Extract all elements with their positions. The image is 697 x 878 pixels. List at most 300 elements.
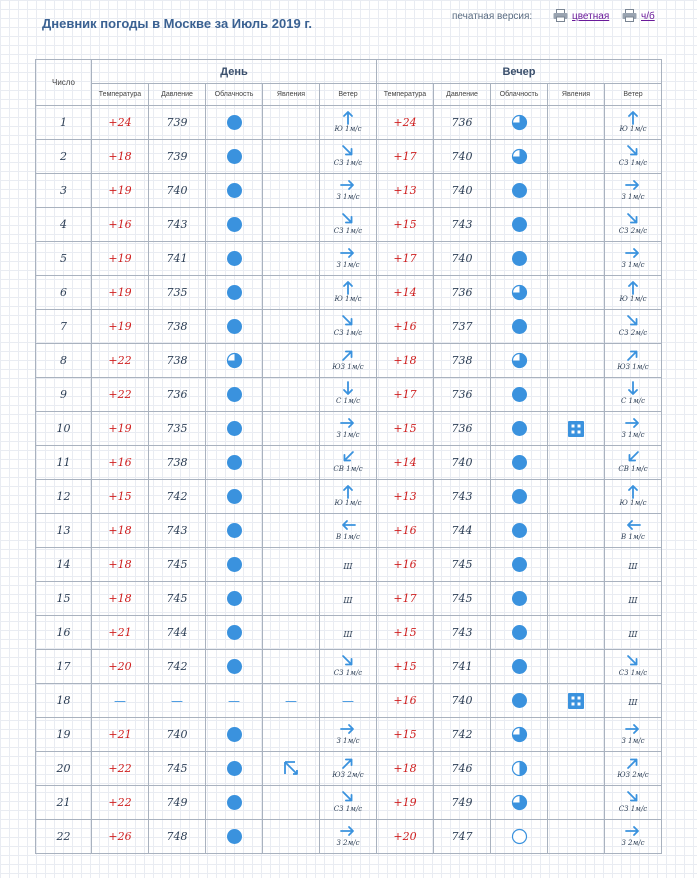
- header-day-pressure: Давление: [149, 84, 206, 106]
- wind-text: З 1м/с: [621, 193, 645, 201]
- wind-calm: Ш: [343, 561, 353, 571]
- wind-indicator: [336, 517, 360, 541]
- evening-cloudiness-cell: [491, 344, 548, 378]
- day-phenomena-cell: [263, 242, 320, 276]
- day-pressure-cell: 749: [149, 786, 206, 820]
- header-evening-temperature: Температура: [377, 84, 434, 106]
- wind-text: СЗ 1м/с: [618, 159, 648, 167]
- day-wind-cell: [320, 276, 377, 310]
- table-row: [36, 480, 662, 514]
- wind-indicator: [621, 245, 644, 269]
- evening-temperature-cell: +13: [377, 174, 434, 208]
- missing-phenomena: —: [285, 693, 297, 708]
- day-pressure-cell: 743: [149, 208, 206, 242]
- day-pressure-cell: 745: [149, 752, 206, 786]
- evening-cloudiness-cell: [491, 208, 548, 242]
- day-cell: 22: [36, 820, 92, 854]
- day-cell: 8: [36, 344, 92, 378]
- wind-indicator: [332, 755, 363, 779]
- day-wind-cell: [320, 344, 377, 378]
- evening-temperature-cell: +17: [377, 582, 434, 616]
- day-phenomena-cell: [263, 514, 320, 548]
- wind-indicator: [619, 143, 647, 167]
- day-phenomena-cell: [263, 412, 320, 446]
- wind-text: З 2м/с: [336, 839, 360, 847]
- wind-text: З 1м/с: [336, 431, 360, 439]
- evening-cloudiness-cell: [491, 582, 548, 616]
- cloudiness-overcast-icon: [511, 556, 528, 573]
- day-wind-cell: [320, 684, 377, 718]
- evening-phenomena-cell: [548, 242, 605, 276]
- table-row: [36, 140, 662, 174]
- header-evening-cloudiness: Облачность: [491, 84, 548, 106]
- day-wind-cell: [320, 174, 377, 208]
- day-phenomena-cell: [263, 106, 320, 140]
- day-temperature-cell: +19: [92, 242, 149, 276]
- day-cloudiness-cell: [206, 378, 263, 412]
- evening-cloudiness-cell: [491, 106, 548, 140]
- day-wind-cell: [320, 446, 377, 480]
- wind-text: З 1м/с: [621, 261, 645, 269]
- wind-text: З 2м/с: [621, 839, 645, 847]
- evening-temperature-cell: +15: [377, 650, 434, 684]
- wind-text: ЮЗ 2м/с: [332, 771, 364, 779]
- missing-pressure: —: [171, 693, 183, 708]
- wind-text: З 1м/с: [621, 431, 645, 439]
- day-cell: 20: [36, 752, 92, 786]
- day-pressure-cell: 741: [149, 242, 206, 276]
- day-pressure-cell: 748: [149, 820, 206, 854]
- evening-wind-cell: [605, 310, 662, 344]
- wind-text: СЗ 2м/с: [618, 329, 648, 337]
- cloudiness-overcast-icon: [226, 454, 243, 471]
- evening-cloudiness-cell: [491, 242, 548, 276]
- cloudiness-overcast-icon: [226, 658, 243, 675]
- table-row: [36, 378, 662, 412]
- wind-indicator: [334, 143, 362, 167]
- cloudiness-overcast-icon: [226, 590, 243, 607]
- wind-text: СЗ 1м/с: [618, 805, 648, 813]
- day-phenomena-cell: [263, 582, 320, 616]
- day-wind-cell: [320, 378, 377, 412]
- header-day-cloudiness: Облачность: [206, 84, 263, 106]
- day-cloudiness-cell: [206, 514, 263, 548]
- wind-text: З 1м/с: [336, 261, 360, 269]
- wind-indicator: [619, 279, 646, 303]
- evening-cloudiness-cell: [491, 786, 548, 820]
- evening-pressure-cell: 745: [434, 548, 491, 582]
- wind-text: СЗ 1м/с: [333, 159, 363, 167]
- day-temperature-cell: +15: [92, 480, 149, 514]
- cloudiness-partly-icon: [511, 114, 528, 131]
- day-cloudiness-cell: [206, 208, 263, 242]
- day-pressure-cell: 744: [149, 616, 206, 650]
- day-wind-cell: [320, 242, 377, 276]
- cloudiness-overcast-icon: [511, 386, 528, 403]
- wind-text: В 1м/с: [621, 533, 645, 541]
- evening-phenomena-cell: [548, 140, 605, 174]
- weather-diary-table: [35, 59, 662, 854]
- table-row: [36, 242, 662, 276]
- day-wind-cell: [320, 650, 377, 684]
- day-pressure-cell: 738: [149, 344, 206, 378]
- evening-pressure-cell: 745: [434, 582, 491, 616]
- evening-wind-cell: [605, 276, 662, 310]
- day-cell: 14: [36, 548, 92, 582]
- wind-arrow-icon: [625, 517, 641, 533]
- day-temperature-cell: +20: [92, 650, 149, 684]
- day-cloudiness-cell: [206, 820, 263, 854]
- wind-text: З 1м/с: [336, 737, 360, 745]
- wind-arrow-icon: [625, 381, 641, 397]
- evening-pressure-cell: 744: [434, 514, 491, 548]
- evening-phenomena-cell: [548, 276, 605, 310]
- day-pressure-cell: 745: [149, 582, 206, 616]
- evening-wind-cell: [605, 548, 662, 582]
- day-phenomena-cell: [263, 786, 320, 820]
- cloudiness-overcast-icon: [226, 794, 243, 811]
- wind-arrow-icon: [340, 109, 356, 125]
- day-temperature-cell: +22: [92, 378, 149, 412]
- cloudiness-partly-icon: [511, 284, 528, 301]
- day-temperature-cell: [92, 684, 149, 718]
- evening-wind-cell: [605, 514, 662, 548]
- day-pressure-cell: [149, 684, 206, 718]
- wind-arrow-icon: [340, 721, 356, 737]
- table-row: [36, 412, 662, 446]
- wind-arrow-icon: [340, 177, 356, 193]
- cloudiness-overcast-icon: [226, 386, 243, 403]
- cloudiness-overcast-icon: [226, 216, 243, 233]
- evening-phenomena-cell: [548, 684, 605, 718]
- day-phenomena-cell: [263, 446, 320, 480]
- cloudiness-overcast-icon: [226, 420, 243, 437]
- day-temperature-cell: +22: [92, 752, 149, 786]
- wind-text: З 1м/с: [621, 737, 645, 745]
- day-pressure-cell: 738: [149, 310, 206, 344]
- day-temperature-cell: +19: [92, 412, 149, 446]
- evening-wind-cell: [605, 480, 662, 514]
- day-wind-cell: [320, 140, 377, 174]
- cloudiness-overcast-icon: [511, 692, 528, 709]
- table-row: [36, 616, 662, 650]
- cloudiness-half-icon: [511, 760, 528, 777]
- evening-cloudiness-cell: [491, 616, 548, 650]
- wind-arrow-icon: [625, 789, 641, 805]
- evening-wind-cell: [605, 412, 662, 446]
- wind-text: СВ 1м/с: [618, 465, 648, 473]
- wind-arrow-icon: [625, 279, 641, 295]
- evening-cloudiness-cell: [491, 480, 548, 514]
- evening-cloudiness-cell: [491, 514, 548, 548]
- day-cloudiness-cell: [206, 684, 263, 718]
- evening-pressure-cell: 736: [434, 412, 491, 446]
- day-temperature-cell: +16: [92, 208, 149, 242]
- evening-pressure-cell: 740: [434, 446, 491, 480]
- wind-indicator: [619, 789, 647, 813]
- evening-temperature-cell: +15: [377, 208, 434, 242]
- day-wind-cell: [320, 480, 377, 514]
- day-cloudiness-cell: [206, 242, 263, 276]
- day-cell: 13: [36, 514, 92, 548]
- evening-temperature-cell: +14: [377, 276, 434, 310]
- table-row: [36, 684, 662, 718]
- day-pressure-cell: 740: [149, 174, 206, 208]
- cloudiness-overcast-icon: [511, 216, 528, 233]
- evening-phenomena-cell: [548, 582, 605, 616]
- wind-indicator: [336, 721, 359, 745]
- day-pressure-cell: 740: [149, 718, 206, 752]
- day-wind-cell: [320, 752, 377, 786]
- day-temperature-cell: +22: [92, 786, 149, 820]
- day-wind-cell: [320, 548, 377, 582]
- day-cell: 7: [36, 310, 92, 344]
- wind-text: СВ 1м/с: [333, 465, 363, 473]
- wind-indicator: [618, 449, 647, 473]
- evening-temperature-cell: +15: [377, 616, 434, 650]
- evening-phenomena-cell: [548, 344, 605, 378]
- evening-wind-cell: [605, 582, 662, 616]
- table-row: [36, 582, 662, 616]
- evening-cloudiness-cell: [491, 310, 548, 344]
- wind-arrow-icon: [340, 823, 356, 839]
- evening-cloudiness-cell: [491, 684, 548, 718]
- evening-phenomena-cell: [548, 446, 605, 480]
- day-cell: 5: [36, 242, 92, 276]
- wind-arrow-icon: [625, 347, 641, 363]
- evening-phenomena-cell: [548, 412, 605, 446]
- day-temperature-cell: +19: [92, 174, 149, 208]
- day-wind-cell: [320, 786, 377, 820]
- wind-text: СЗ 1м/с: [333, 227, 363, 235]
- cloudiness-partly-icon: [511, 352, 528, 369]
- day-phenomena-cell: [263, 344, 320, 378]
- evening-phenomena-cell: [548, 616, 605, 650]
- cloudiness-overcast-icon: [226, 488, 243, 505]
- day-pressure-cell: 742: [149, 650, 206, 684]
- cloudiness-overcast-icon: [511, 488, 528, 505]
- thunderstorm-icon: [283, 760, 299, 778]
- cloudiness-overcast-icon: [511, 658, 528, 675]
- printer-icon[interactable]: [553, 9, 568, 22]
- day-cloudiness-cell: [206, 106, 263, 140]
- day-wind-cell: [320, 106, 377, 140]
- day-pressure-cell: 736: [149, 378, 206, 412]
- wind-text: З 1м/с: [336, 193, 360, 201]
- table-row: [36, 752, 662, 786]
- evening-pressure-cell: 736: [434, 276, 491, 310]
- wind-indicator: [621, 823, 644, 847]
- wind-arrow-icon: [340, 483, 356, 499]
- day-wind-cell: [320, 718, 377, 752]
- table-row: [36, 208, 662, 242]
- wind-text: Ю 1м/с: [334, 499, 362, 507]
- wind-arrow-icon: [340, 449, 356, 465]
- wind-indicator: [334, 653, 362, 677]
- wind-arrow-icon: [340, 789, 356, 805]
- day-phenomena-cell: [263, 310, 320, 344]
- evening-cloudiness-cell: [491, 174, 548, 208]
- table-body: [36, 106, 662, 854]
- wind-arrow-icon: [625, 313, 641, 329]
- table-row: [36, 650, 662, 684]
- print-color-link[interactable]: цветная: [572, 11, 610, 22]
- evening-pressure-cell: 741: [434, 650, 491, 684]
- evening-cloudiness-cell: [491, 718, 548, 752]
- cloudiness-overcast-icon: [511, 250, 528, 267]
- evening-wind-cell: [605, 174, 662, 208]
- evening-pressure-cell: 737: [434, 310, 491, 344]
- cloudiness-overcast-icon: [226, 828, 243, 845]
- table-row: [36, 106, 662, 140]
- wind-text: Ю 1м/с: [334, 295, 362, 303]
- day-cloudiness-cell: [206, 276, 263, 310]
- day-cell: 2: [36, 140, 92, 174]
- wind-arrow-icon: [340, 381, 356, 397]
- day-phenomena-cell: [263, 378, 320, 412]
- day-cell: 17: [36, 650, 92, 684]
- wind-arrow-icon: [625, 823, 641, 839]
- day-cloudiness-cell: [206, 174, 263, 208]
- wind-arrow-icon: [340, 653, 356, 669]
- evening-wind-cell: [605, 820, 662, 854]
- day-temperature-cell: +22: [92, 344, 149, 378]
- header-evening-group: Вечер: [377, 60, 662, 84]
- evening-phenomena-cell: [548, 106, 605, 140]
- print-bw-link[interactable]: ч/б: [641, 11, 655, 22]
- wind-text: С 1м/с: [620, 397, 646, 405]
- day-cell: 16: [36, 616, 92, 650]
- cloudiness-overcast-icon: [226, 624, 243, 641]
- wind-arrow-icon: [340, 347, 356, 363]
- day-cell: 4: [36, 208, 92, 242]
- cloudiness-overcast-icon: [511, 454, 528, 471]
- cloudiness-overcast-icon: [511, 318, 528, 335]
- cloudiness-overcast-icon: [226, 114, 243, 131]
- wind-indicator: [334, 211, 362, 235]
- wind-indicator: [619, 653, 647, 677]
- wind-indicator: [621, 177, 644, 201]
- evening-pressure-cell: 740: [434, 174, 491, 208]
- day-temperature-cell: +21: [92, 718, 149, 752]
- table-row: [36, 820, 662, 854]
- header-day-temperature: Температура: [92, 84, 149, 106]
- wind-indicator: [621, 381, 645, 405]
- printer-icon[interactable]: [622, 9, 637, 22]
- table-row: [36, 344, 662, 378]
- evening-wind-cell: [605, 242, 662, 276]
- day-pressure-cell: 735: [149, 276, 206, 310]
- day-pressure-cell: 743: [149, 514, 206, 548]
- wind-arrow-icon: [625, 245, 641, 261]
- wind-arrow-icon: [340, 245, 356, 261]
- wind-arrow-icon: [340, 517, 356, 533]
- day-temperature-cell: +18: [92, 582, 149, 616]
- header-evening-pressure: Давление: [434, 84, 491, 106]
- wind-indicator: [619, 483, 646, 507]
- evening-cloudiness-cell: [491, 140, 548, 174]
- day-temperature-cell: +24: [92, 106, 149, 140]
- cloudiness-overcast-icon: [511, 624, 528, 641]
- evening-temperature-cell: +18: [377, 344, 434, 378]
- table-row: [36, 174, 662, 208]
- day-wind-cell: [320, 616, 377, 650]
- wind-indicator: [336, 177, 359, 201]
- cloudiness-partly-icon: [511, 794, 528, 811]
- header-evening-phenomena: Явления: [548, 84, 605, 106]
- wind-indicator: [621, 721, 644, 745]
- day-cell: 6: [36, 276, 92, 310]
- wind-text: Ю 1м/с: [619, 499, 647, 507]
- wind-arrow-icon: [625, 177, 641, 193]
- evening-phenomena-cell: [548, 480, 605, 514]
- evening-cloudiness-cell: [491, 752, 548, 786]
- evening-phenomena-cell: [548, 548, 605, 582]
- wind-calm: Ш: [628, 697, 638, 707]
- cloudiness-overcast-icon: [511, 522, 528, 539]
- wind-indicator: [334, 483, 361, 507]
- rain-icon: [568, 693, 584, 709]
- wind-indicator: [619, 211, 647, 235]
- table-row: [36, 786, 662, 820]
- evening-wind-cell: [605, 718, 662, 752]
- cloudiness-overcast-icon: [226, 760, 243, 777]
- evening-phenomena-cell: [548, 514, 605, 548]
- evening-pressure-cell: 747: [434, 820, 491, 854]
- wind-arrow-icon: [625, 449, 641, 465]
- day-cloudiness-cell: [206, 718, 263, 752]
- day-phenomena-cell: [263, 548, 320, 582]
- day-phenomena-cell: [263, 718, 320, 752]
- day-cloudiness-cell: [206, 548, 263, 582]
- wind-arrow-icon: [340, 755, 356, 771]
- wind-calm: Ш: [343, 595, 353, 605]
- day-cell: 9: [36, 378, 92, 412]
- table-row: [36, 446, 662, 480]
- wind-arrow-icon: [625, 143, 641, 159]
- evening-cloudiness-cell: [491, 820, 548, 854]
- wind-indicator: [336, 381, 360, 405]
- wind-text: ЮЗ 1м/с: [332, 363, 364, 371]
- wind-arrow-icon: [340, 415, 356, 431]
- day-phenomena-cell: [263, 616, 320, 650]
- wind-indicator: [333, 449, 362, 473]
- evening-wind-cell: [605, 106, 662, 140]
- cloudiness-overcast-icon: [226, 284, 243, 301]
- evening-wind-cell: [605, 752, 662, 786]
- wind-arrow-icon: [625, 211, 641, 227]
- day-cloudiness-cell: [206, 140, 263, 174]
- evening-temperature-cell: +17: [377, 242, 434, 276]
- wind-indicator: [334, 313, 362, 337]
- evening-temperature-cell: +15: [377, 718, 434, 752]
- day-temperature-cell: +21: [92, 616, 149, 650]
- wind-arrow-icon: [625, 415, 641, 431]
- evening-wind-cell: [605, 208, 662, 242]
- wind-text: Ю 1м/с: [619, 125, 647, 133]
- evening-phenomena-cell: [548, 174, 605, 208]
- evening-temperature-cell: +14: [377, 446, 434, 480]
- day-pressure-cell: 739: [149, 106, 206, 140]
- day-phenomena-cell: [263, 174, 320, 208]
- page-title: Дневник погоды в Москве за Июль 2019 г.: [42, 16, 313, 31]
- cloudiness-overcast-icon: [226, 148, 243, 165]
- day-cell: 11: [36, 446, 92, 480]
- wind-calm: Ш: [628, 561, 638, 571]
- evening-wind-cell: [605, 140, 662, 174]
- evening-phenomena-cell: [548, 650, 605, 684]
- day-cell: 15: [36, 582, 92, 616]
